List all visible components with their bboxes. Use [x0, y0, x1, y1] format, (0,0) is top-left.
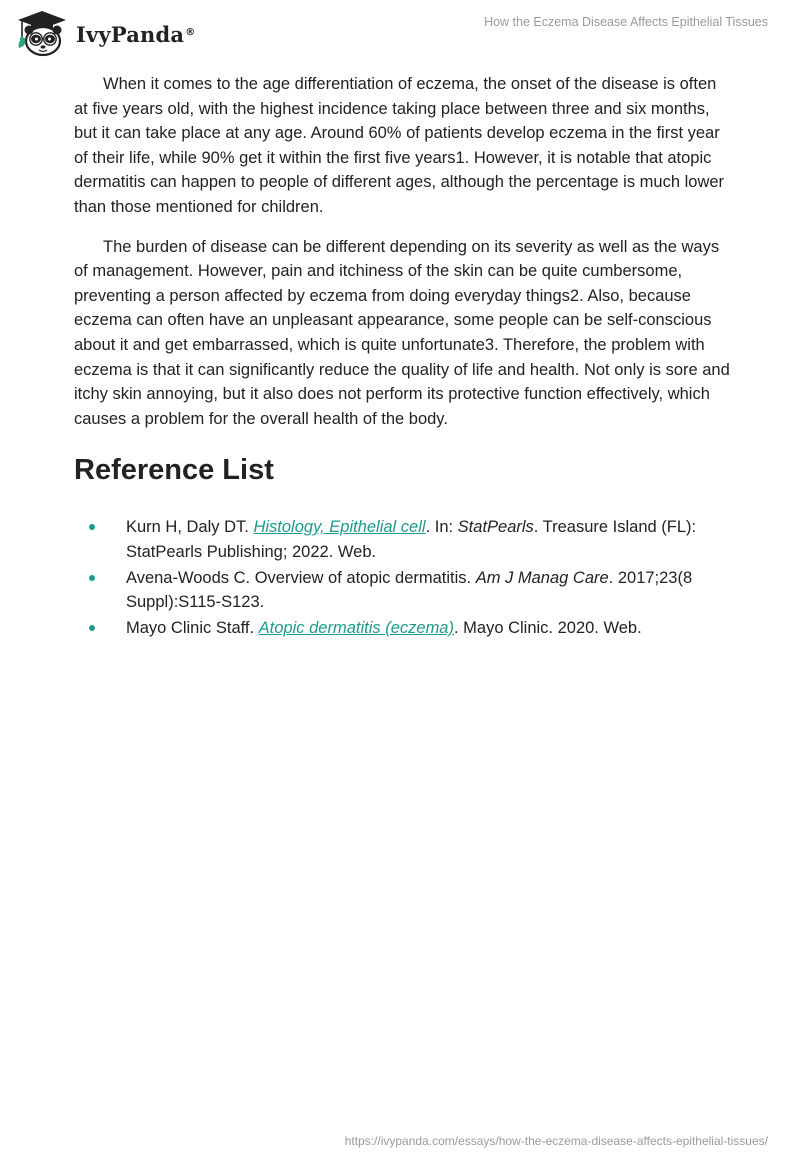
bullet-icon — [89, 575, 95, 581]
reference-journal: StatPearls — [457, 518, 534, 537]
reference-journal: Am J Manag Care — [475, 568, 609, 587]
panda-graduation-cap-icon — [14, 8, 70, 58]
ivypanda-logo[interactable] — [14, 8, 195, 58]
registered-mark: ® — [185, 26, 196, 38]
bullet-icon — [89, 625, 95, 631]
page-header — [0, 0, 800, 70]
reference-text: . In: — [425, 518, 458, 537]
reference-list — [74, 515, 734, 640]
footer-url: https://ivypanda.com/essays/how-the-eczema-disease-affects-epithelial-tissues/ — [344, 1134, 768, 1148]
reference-details: . Treasure Island (FL): StatPearls Publishing; 2022. Web. — [126, 518, 697, 561]
bullet-icon — [89, 524, 95, 530]
reference-list-heading: Reference List — [74, 454, 274, 487]
reference-item-1 — [74, 515, 734, 564]
document-title: How the Eczema Disease Affects Epithelial Tissues — [484, 15, 768, 29]
reference-details: . Mayo Clinic. 2020. Web. — [453, 618, 642, 637]
reference-link-atopic-dermatitis[interactable]: Atopic dermatitis (eczema) — [258, 618, 454, 637]
reference-authors: Kurn H, Daly DT. — [126, 518, 254, 537]
reference-link-histology[interactable]: Histology, Epithelial cell — [253, 518, 426, 537]
body-paragraph-1: When it comes to the age differentiation of eczema, the onset of the disease is often at five years old, with the highest incidence taking place between three and six months, but it can take place at any age. Around 60% of patients develop eczema in the first year of their life, while 90% get it within the first five years1. However, it is notable that atopic dermatitis can happen to people of different ages, although the percentage is much lower than those mentioned for children. — [74, 75, 725, 216]
essay-body — [74, 72, 734, 641]
reference-authors: Mayo Clinic Staff. — [126, 618, 259, 637]
brand-name: IvyPanda® — [76, 21, 196, 47]
reference-details: . 2017;23(8 Suppl):S115-S123. — [126, 568, 693, 612]
reference-item-3 — [74, 616, 734, 641]
reference-item-2 — [74, 566, 734, 615]
body-paragraph-2: The burden of disease can be different depending on its severity as well as the ways of management. However, pain and itchiness of the skin can be quite cumbersome, preventing a person affected by eczema from doing everyday things2. Also, because eczema can often have an unpleasant appearance, some people can be self-conscious about it and get embarrassed, which is quite unfortunate3. Therefore, the problem with eczema is that it can significantly reduce the quality of life and health. Not only is sore and itchy skin annoying, but it also does not perform its protective function effectively, which causes a problem for the overall health of the body. — [74, 237, 730, 428]
reference-authors: Avena-Woods C. Overview of atopic dermatitis. — [126, 568, 476, 587]
